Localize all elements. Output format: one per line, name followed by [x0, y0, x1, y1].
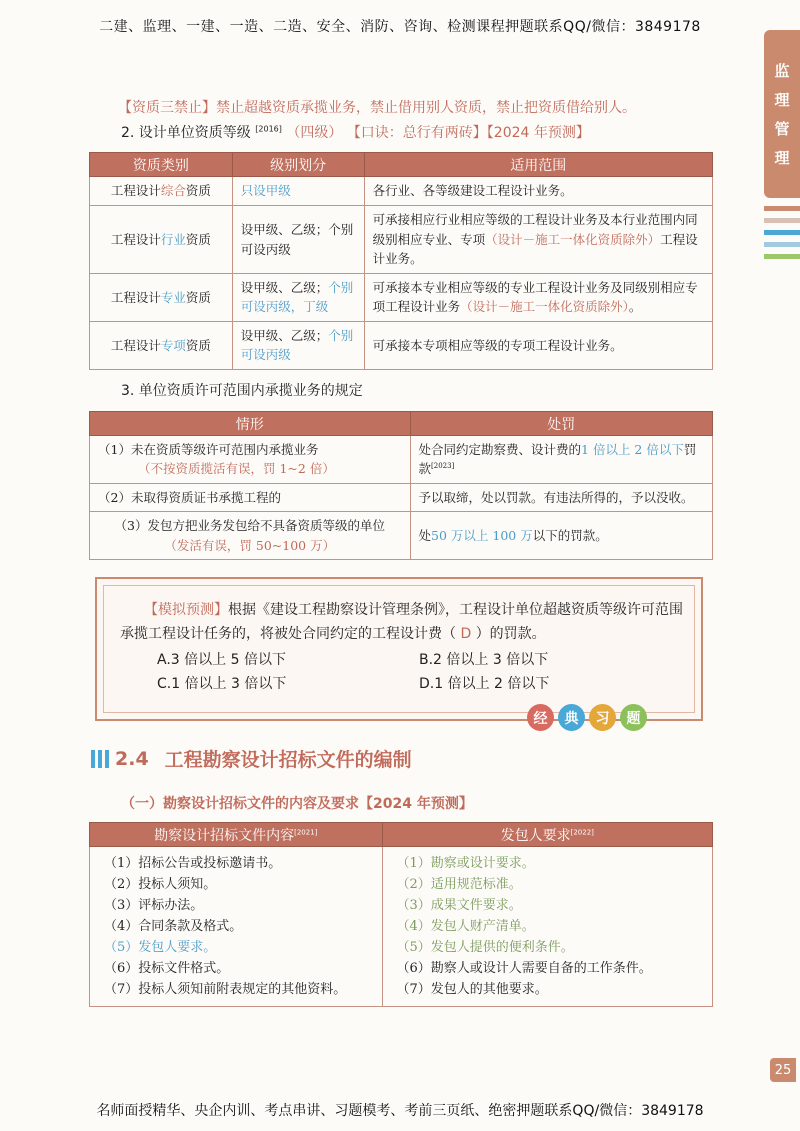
penalty-result: 处50 万以上 100 万以下的罚款。	[410, 512, 712, 560]
section-3-heading: 3. 单位资质许可范围内承揽业务的规定	[121, 383, 363, 399]
section-2-level: （四级）	[286, 125, 343, 141]
qualification-level: 设甲级、乙级；个别可设丙级	[232, 206, 364, 274]
side-chapter-tab	[764, 30, 800, 198]
qualification-category: 工程设计专项资质	[90, 321, 233, 369]
penalty-result: 处合同约定勘察费、设计费的1 倍以上 2 倍以下罚款[2023]	[410, 436, 712, 484]
list-item: （3）成果文件要求。	[396, 898, 522, 913]
header-contact-line: 二建、监理、一建、一造、二造、安全、消防、咨询、检测课程押题联系QQ/微信：3849178	[99, 19, 701, 35]
side-tab-char: 监	[774, 62, 790, 80]
table1-header: 适用范围	[364, 153, 712, 177]
list-item: （4）发包人财产清单。	[396, 919, 535, 934]
side-color-bars	[764, 206, 800, 266]
quiz-answer: D	[456, 626, 476, 642]
table1-header: 资质类别	[90, 153, 233, 177]
employer-requirements-list	[382, 847, 712, 1007]
section-2-title: 2. 设计单位资质等级	[121, 125, 251, 141]
subsection-heading: （一）勘察设计招标文件的内容及要求【2024 年预测】	[121, 796, 473, 812]
list-item: （1）招标公告或投标邀请书。	[104, 856, 282, 871]
section-2-tip: 【口诀：总行有两砖】【2024 年预测】	[346, 125, 590, 141]
table-row	[90, 436, 713, 484]
penalty-case: （1）未在资质等级许可范围内承揽业务 （不按资质揽活有误，罚 1~2 倍）	[90, 436, 411, 484]
penalty-result: 予以取缔，处以罚款。有违法所得的，予以没收。	[410, 483, 712, 511]
table2-header: 处罚	[410, 412, 712, 436]
design-qualification-table	[89, 152, 713, 370]
table3-header: 勘察设计招标文件内容[2021]	[90, 823, 383, 847]
list-item: （7）发包人的其他要求。	[396, 982, 548, 997]
badge-char: 典	[558, 704, 585, 731]
list-item: （6）投标文件格式。	[104, 961, 230, 976]
side-tab-char: 理	[774, 149, 790, 167]
section-2-heading	[121, 122, 590, 142]
list-item: （5）发包人要求。	[104, 940, 217, 955]
qualification-category: 工程设计专业资质	[90, 274, 233, 322]
quiz-option-b: B.2 倍以上 3 倍以下	[419, 652, 549, 668]
section-2-4-heading	[91, 745, 412, 772]
badge-char: 习	[589, 704, 616, 731]
table3-header: 发包人要求[2022]	[382, 823, 712, 847]
quiz-question-line-1: 【模拟预测】根据《建设工程勘察设计管理条例》，工程设计单位超越资质等级许可范围	[144, 602, 683, 618]
tender-content-list	[90, 847, 383, 1007]
qualification-category: 工程设计综合资质	[90, 177, 233, 206]
qualification-scope: 可承接相应行业相应等级的工程设计业务及本行业范围内同级别相应专业、专项（设计－施工一体化资质除外）工程设计业务。	[364, 206, 712, 274]
quiz-option-d: D.1 倍以上 2 倍以下	[419, 676, 550, 692]
tender-document-table	[89, 822, 713, 1007]
qualification-ban-note: 【资质三禁止】禁止超越资质承揽业务，禁止借用别人资质，禁止把资质借给别人。	[118, 100, 636, 116]
section-bars-icon	[91, 750, 109, 768]
table-row	[90, 321, 713, 369]
table-row	[90, 206, 713, 274]
quiz-option-c: C.1 倍以上 3 倍以下	[157, 676, 287, 692]
penalty-table	[89, 411, 713, 560]
quiz-option-a: A.3 倍以上 5 倍以下	[157, 652, 286, 668]
page-number: 25	[770, 1058, 796, 1082]
section-2-year: [2016]	[255, 124, 282, 134]
penalty-case: （2）未取得资质证书承揽工程的	[90, 483, 411, 511]
badge-char: 经	[527, 704, 554, 731]
badge-char: 题	[620, 704, 647, 731]
qualification-level: 设甲级、乙级；个别可设丙级	[232, 321, 364, 369]
table-row	[90, 512, 713, 560]
side-tab-char: 理	[774, 91, 790, 109]
qualification-level: 只设甲级	[232, 177, 364, 206]
table-row	[90, 483, 713, 511]
quiz-label: 【模拟预测】	[144, 602, 228, 618]
practice-question-box	[95, 577, 703, 721]
quiz-question-line-2: 承揽工程设计任务的，将被处合同约定的工程设计费（ D ）的罚款。	[120, 626, 546, 642]
penalty-case: （3）发包方把业务发包给不具备资质等级的单位 （发活有误，罚 50~100 万）	[90, 512, 411, 560]
table-row	[90, 177, 713, 206]
table2-header: 情形	[90, 412, 411, 436]
list-item: （6）勘察人或设计人需要自备的工作条件。	[396, 961, 652, 976]
list-item: （3）评标办法。	[104, 898, 204, 913]
table-row	[90, 274, 713, 322]
side-tab-char: 管	[774, 120, 790, 138]
qualification-level: 设甲级、乙级；个别可设丙级，丁级	[232, 274, 364, 322]
list-item: （4）合同条款及格式。	[104, 919, 243, 934]
list-item: （7）投标人须知前附表规定的其他资料。	[104, 982, 347, 997]
list-item: （5）发包人提供的便利条件。	[396, 940, 574, 955]
table-row	[90, 847, 713, 1007]
classic-exercise-badges	[527, 704, 647, 731]
list-item: （2）适用规范标准。	[396, 877, 522, 892]
table1-header: 级别划分	[232, 153, 364, 177]
list-item: （1）勘察或设计要求。	[396, 856, 535, 871]
qualification-scope: 可承接本专业相应等级的专业工程设计业务及同级别相应专项工程设计业务（设计－施工一体化资质除外）。	[364, 274, 712, 322]
qualification-scope: 可承接本专项相应等级的专项工程设计业务。	[364, 321, 712, 369]
list-item: （2）投标人须知。	[104, 877, 217, 892]
qualification-category: 工程设计行业资质	[90, 206, 233, 274]
section-2-4-number: 2.4	[115, 747, 149, 770]
qualification-scope: 各行业、各等级建设工程设计业务。	[364, 177, 712, 206]
section-2-4-title: 工程勘察设计招标文件的编制	[164, 749, 412, 771]
footer-contact-line: 名师面授精华、央企内训、考点串讲、习题模考、考前三页纸、绝密押题联系QQ/微信：3849178	[96, 1103, 704, 1119]
